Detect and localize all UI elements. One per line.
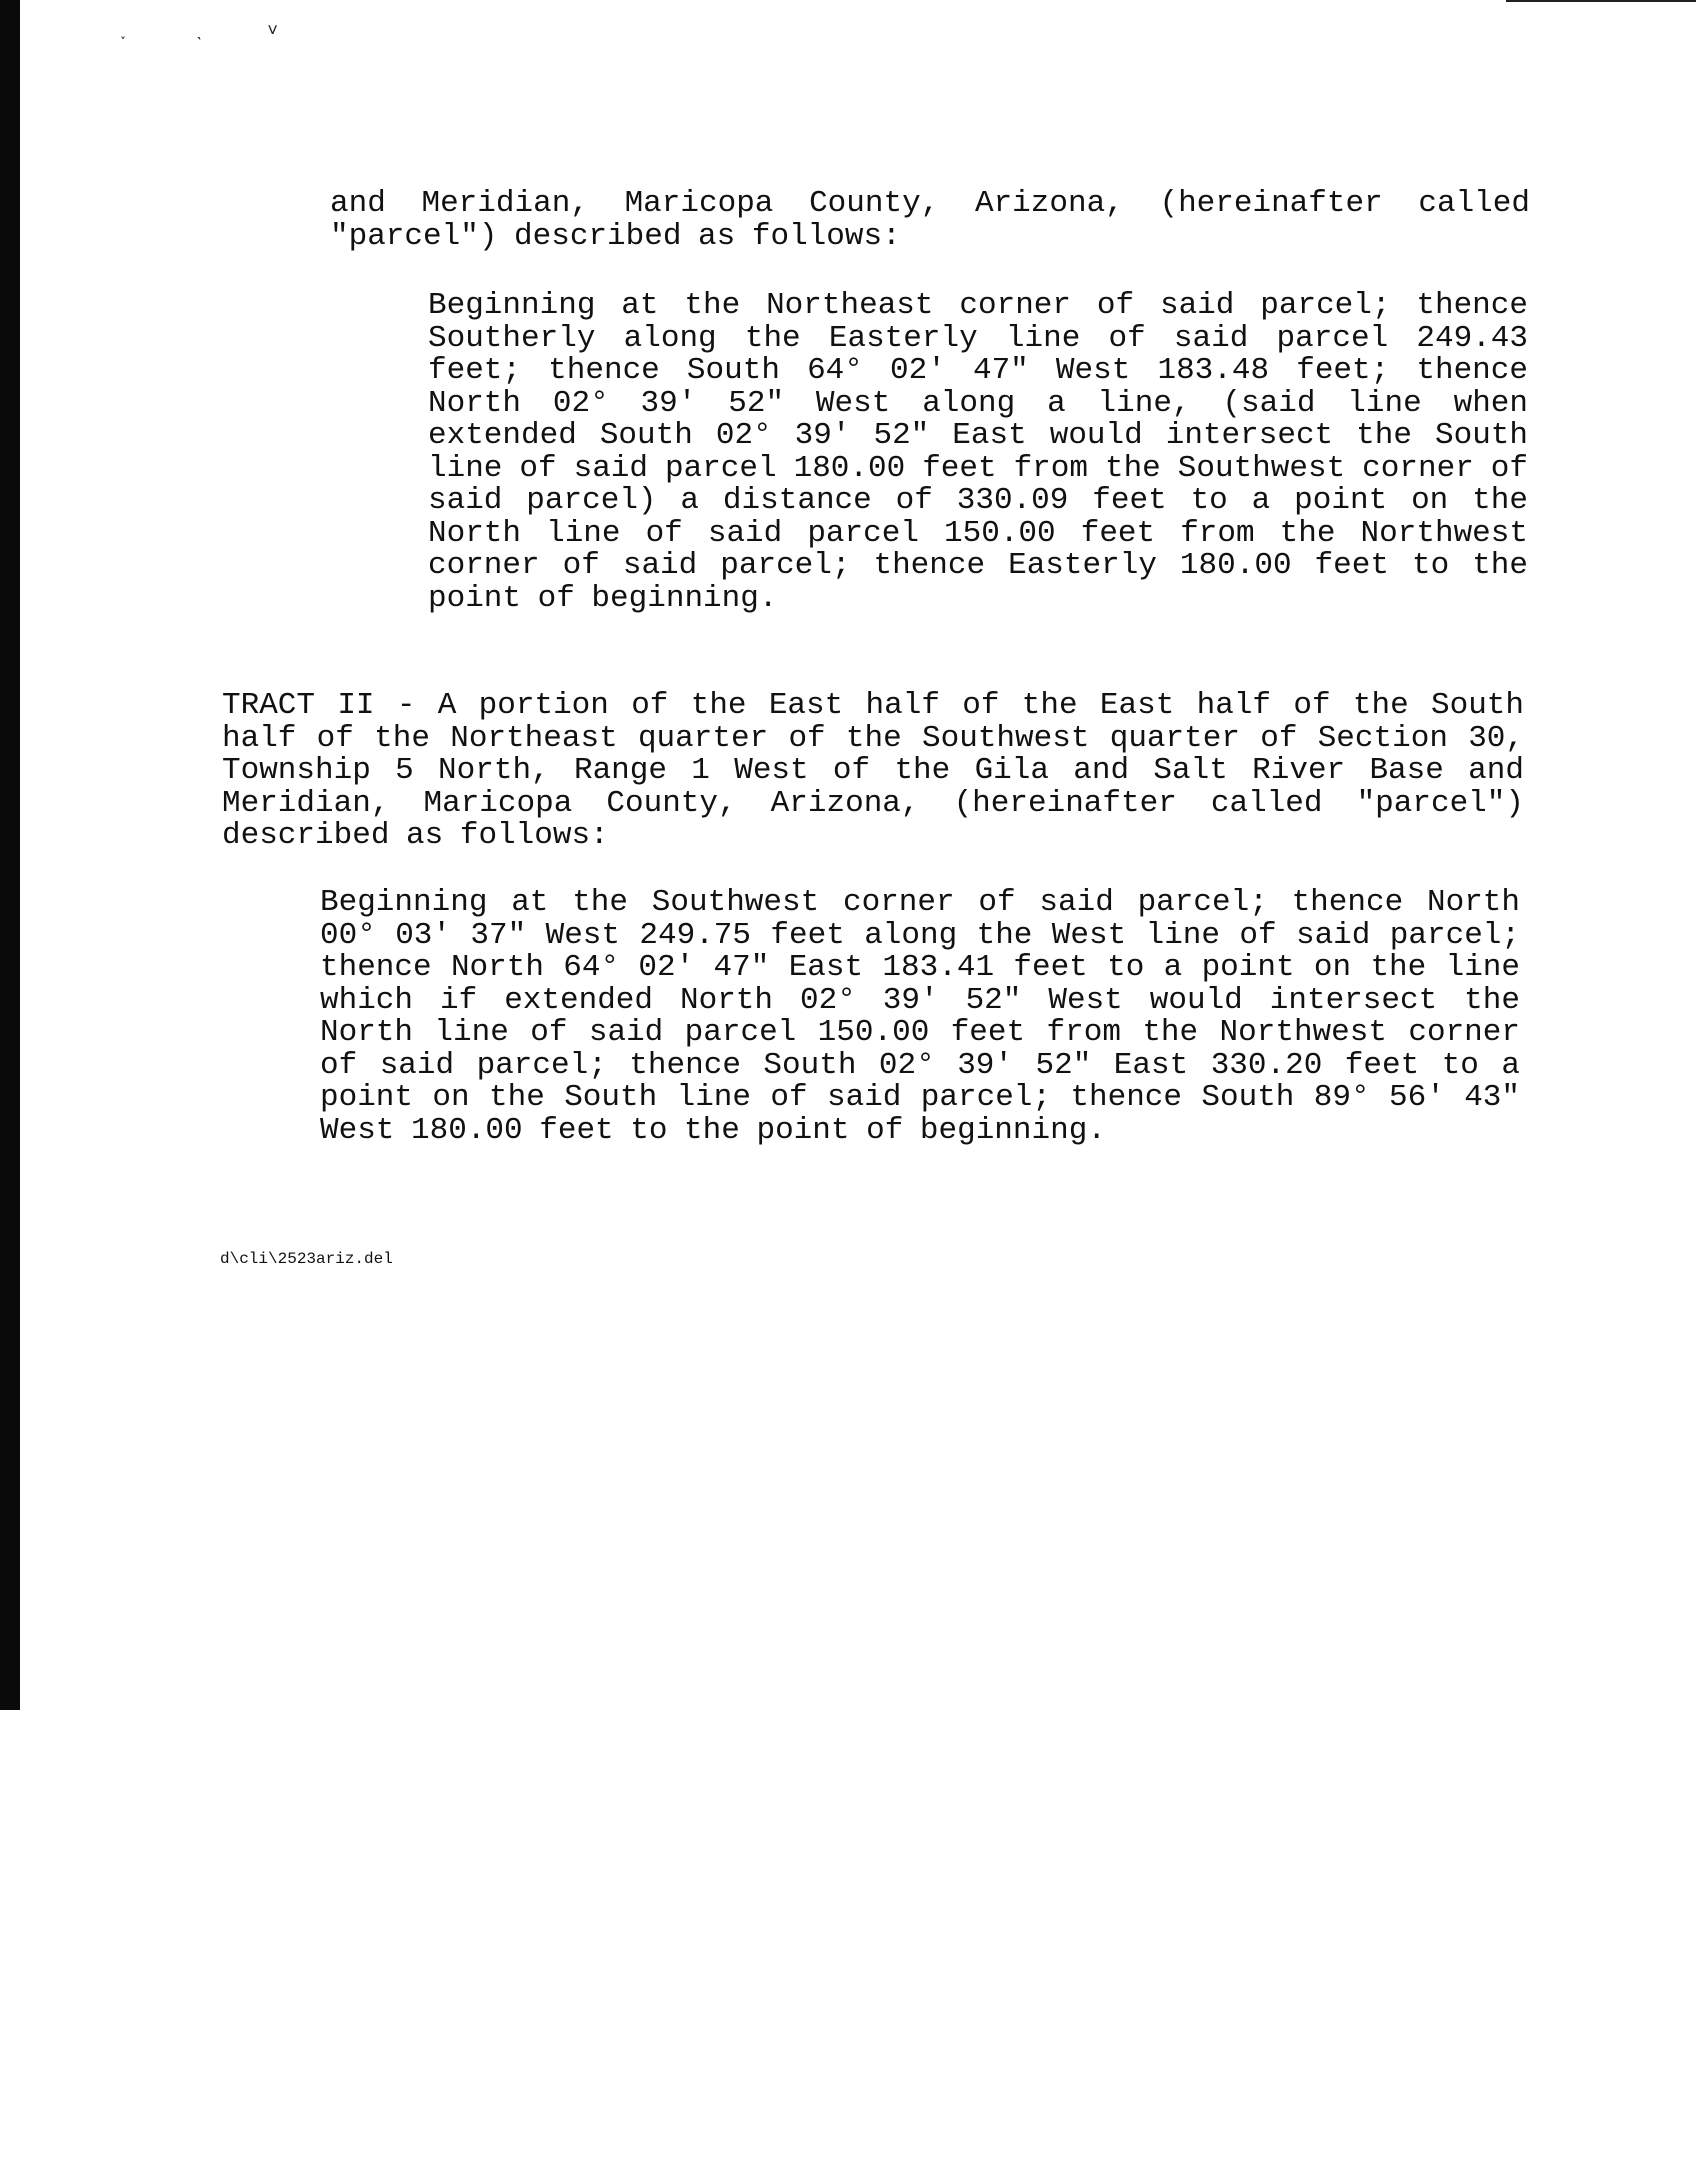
tract2-heading-paragraph: TRACT II - A portion of the East half of the East half of the South half of the Northeast quarter of the Southwest quarter of Section 30, Township 5 North, Range 1 West of the Gila and Salt River Base and Meridian, Maricopa County, Arizona, (hereinafter called "parcel") described as follows: — [222, 688, 1524, 853]
tract1-description-paragraph: Beginning at the Northeast corner of said parcel; thence Southerly along the Easterly line of said parcel 249.43 feet; thence South 64° 02′ 47" West 183.48 feet; thence North 02° 39′ 52" West along a line, (said line when extended South 02° 39′ 52" East would intersect the South line of said parcel 180.00 feet from the Southwest corner of said parcel) a distance of 330.09 feet to a point on the North line of said parcel 150.00 feet from the Northwest corner of said parcel; thence Easterly 180.00 feet to the point of beginning. — [428, 288, 1528, 616]
intro-paragraph: and Meridian, Maricopa County, Arizona, (hereinafter called "parcel") described as follows: — [330, 186, 1530, 254]
tract2-description-paragraph: Beginning at the Southwest corner of said parcel; thence North 00° 03′ 37" West 249.75 feet along the West line of said parcel; thence North 64° 02′ 47" East 183.41 feet to a point on the line which if extended North 02° 39′ 52" West would intersect the North line of said parcel 150.00 feet from the Northwest corner of said parcel; thence South 02° 39′ 52" East 330.20 feet to a point on the South line of said parcel; thence South 89° 56′ 43" West 180.00 feet to the point of beginning. — [320, 885, 1520, 1148]
scan-edge-left-tail — [6, 1660, 9, 1710]
file-reference: d\cli\2523ariz.del — [220, 1250, 393, 1268]
scan-specks: ˯ ˎ ˅ — [120, 22, 305, 42]
scan-edge-top-right — [1506, 0, 1696, 2]
scan-edge-left — [0, 0, 20, 1710]
